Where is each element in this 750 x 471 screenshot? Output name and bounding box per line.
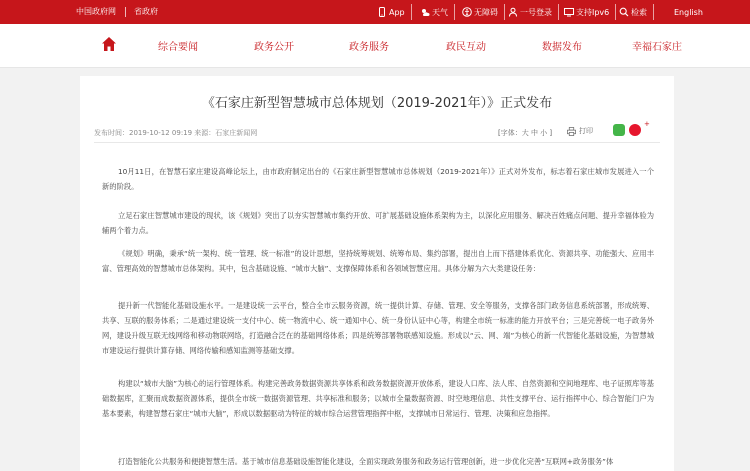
article-paragraph: 《规划》明确，秉承“统一架构、统一管理、统一标准”的设计思想，坚持统筹规划、统筹布局、集约部署，提出自上而下搭建体系优化、资源共享、功能强大、应用丰富、管理高效的智慧城市总体架构。其中，包含基础设施、“城市大脑”、支撑保障体系和各领域智慧应用。具体分解为六大类建设任务： <box>102 249 654 273</box>
mobile-icon <box>377 7 387 17</box>
wechat-share-icon[interactable] <box>613 124 625 136</box>
accessibility-icon <box>462 7 472 17</box>
more-share-icon[interactable]: + <box>644 120 650 128</box>
english-link[interactable] <box>674 4 703 20</box>
weather-label: 天气 <box>432 7 448 17</box>
user-icon <box>508 7 518 17</box>
article-panel <box>80 76 674 471</box>
article-paragraph: 立足石家庄智慧城市建设的现状，该《规划》突出了以夯实智慧城市集约开放、可扩展基础设施体系架构为主，以深化应用服务、解决百姓痛点问题、提升幸福体验为辅两个着力点。 <box>102 211 654 235</box>
ipv6-label: 支持Ipv6 <box>576 7 610 17</box>
search-link[interactable] <box>619 4 654 20</box>
weibo-share-icon[interactable] <box>629 124 641 136</box>
gov-site-link[interactable]: 中国政府网 <box>76 7 116 16</box>
nav-item-interaction[interactable]: 政民互动 <box>446 42 486 53</box>
accessibility-label: 无障碍 <box>474 7 498 17</box>
top-bar <box>0 0 750 24</box>
printer-icon <box>567 127 576 136</box>
accessibility-link[interactable] <box>462 4 505 20</box>
search-icon <box>619 7 629 17</box>
nav-item-data[interactable]: 数据发布 <box>542 42 582 53</box>
nav-item-open-affairs[interactable]: 政务公开 <box>254 42 294 53</box>
ipv6-icon <box>564 7 574 17</box>
article-paragraph: 构建以“城市大脑”为核心的运行管理体系。构建完善政务数据资源共享体系和政务数据资源开放体系，建设人口库、法人库、自然资源和空间地理库、电子证照库等基础数据库，汇聚而成数据资源体系，提供全市统一数据资源管理、共享标准和服务；以城市全量数据资源、时空地理信息、共性支撑平台、运行指挥中心、综合智能门户为基本要素，构建智慧石家庄“城市大脑”，形成以数据驱动为特征的城市综合运营管理指挥中枢，支撑城市日常运行、管理、决策和应急指挥。 <box>102 379 654 418</box>
main-nav <box>0 24 750 68</box>
weather-link[interactable] <box>420 4 455 20</box>
home-icon[interactable] <box>101 36 117 52</box>
ipv6-link[interactable] <box>564 4 616 20</box>
article-paragraph: 打造智能化公共服务和便捷智慧生活。基于城市信息基础设施智能化建设，全面实现政务服务和政务运行管理创新，进一步优化完善“互联网+政务服务”体 <box>118 457 614 466</box>
nav-item-news[interactable]: 综合要闻 <box>158 42 198 53</box>
divider <box>125 7 126 17</box>
font-size-selector[interactable]: [字体：大 中 小 ] <box>498 129 553 137</box>
print-label: 打印 <box>579 127 593 135</box>
article-title: 《石家庄新型智慧城市总体规划（2019-2021年）》正式发布 <box>201 96 553 111</box>
nav-item-services[interactable]: 政务服务 <box>349 42 389 53</box>
app-label: App <box>389 7 405 17</box>
app-link[interactable] <box>377 4 412 20</box>
nav-item-happy-sjz[interactable]: 幸福石家庄 <box>632 42 682 53</box>
print-button[interactable] <box>567 126 593 136</box>
login-link[interactable] <box>508 4 559 20</box>
weather-icon <box>420 7 430 17</box>
article-paragraph: 10月11日，在智慧石家庄建设高峰论坛上，由市政府制定出台的《石家庄新型智慧城市总体规划（2019-2021年）》正式对外发布，标志着石家庄城市发展进入一个新的阶段。 <box>102 167 654 191</box>
province-link[interactable]: 省政府 <box>134 7 158 16</box>
article-meta: 发布时间：2019-10-12 09:19 来源：石家庄新闻网 <box>94 129 258 137</box>
english-label: English <box>674 7 703 17</box>
login-label: 一号登录 <box>520 7 552 17</box>
divider <box>94 142 660 143</box>
article-paragraph: 提升新一代智能化基础设施水平。一是建设统一云平台，整合全市云服务资源，统一提供计算、存储、管理、安全等服务，支撑各部门政务信息系统部署，形成统筹、共享、互联的服务体系；二是通过建设统一支付中心、统一物流中心、统一通知中心、统一身份认证中心等，构建全市统一标准的能力开放平台；三是完善统一电子政务外网，建设升级互联无线网络和移动物联网络，打造融合泛在的基础网络体系；四是统筹部署物联感知设施。形成以“云、网、端”为核心的新一代智能化基础设施，为智慧城市建设运行提供计算存储、网络传输和感知监测等基础支撑。 <box>102 301 654 355</box>
search-label: 检索 <box>631 7 647 17</box>
